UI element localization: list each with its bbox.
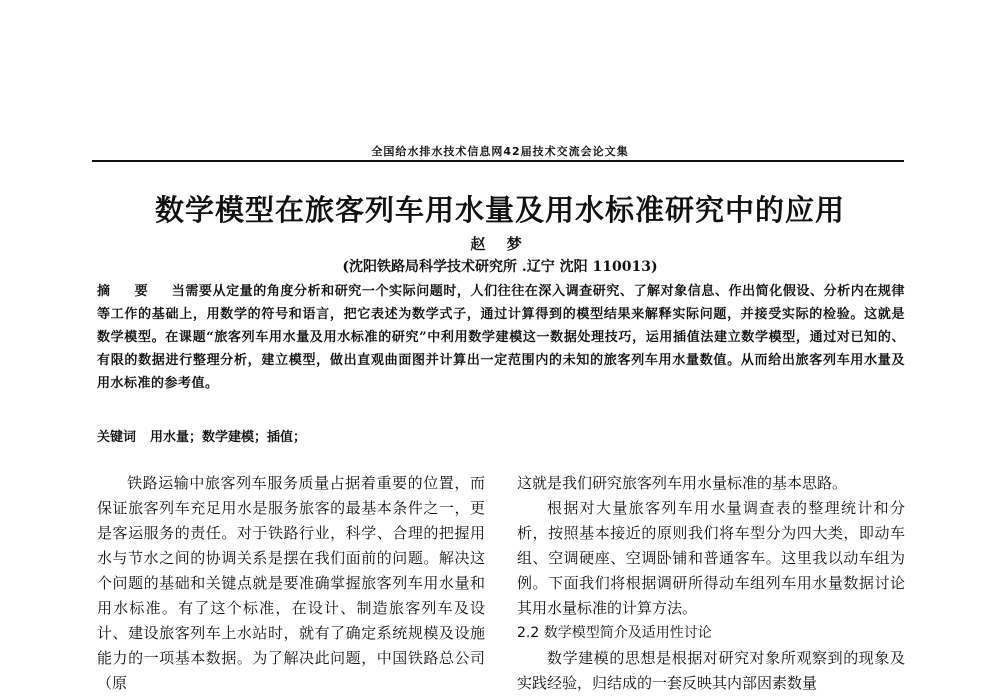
running-head: 全国给水排水技术信息网42届技术交流会论文集 [371, 145, 629, 158]
header-rule [92, 160, 904, 162]
body-paragraph: 铁路运输中旅客列车服务质量占据着重要的位置，而保证旅客列车充足用水是服务旅客的最基本条件之一，更是客运服务的责任。对于铁路行业，科学、合理的把握用水与节水之间的协调关系是摆在我们面前的问题。解决这个问题的基础和关键点就是要准确掌握旅客列车用水量和用水标准。有了这个标准，在设计、制造旅客列车及设计、建设旅客列车上水站时，就有了确定系统规模及设施能力的一项基本数据。为了解决此问题，中国铁路总公司（原 [97, 474, 485, 692]
keywords-text: 用水量；数学建模；插值； [150, 430, 307, 445]
abstract [97, 280, 905, 395]
body-paragraph: 数学建模的思想是根据对研究对象所观察到的现象及实践经验，归结成的一套反映其内部因素数量 [517, 649, 905, 692]
body-paragraph: 这就是我们研究旅客列车用水量标准的基本思路。 [517, 474, 848, 492]
abstract-label: 摘 要 [97, 284, 158, 299]
keywords-label: 关键词 [97, 430, 137, 445]
section-heading: 2.2 数学模型简介及适用性讨论 [517, 625, 712, 641]
paper-title: 数学模型在旅客列车用水量及用水标准研究中的应用 [154, 193, 845, 227]
author-name: 赵 梦 [470, 235, 530, 253]
abstract-text: 当需要从定量的角度分析和研究一个实际问题时，人们往往在深入调查研究、了解对象信息、作出简化假设、分析内在规律等工作的基础上，用数学的符号和语言，把它表述为数学式子，通过计算得到的模型结果来解释实际问题，并接受实际的检验。这就是数学模型。在课题“旅客列车用水量及用水标准的研究”中利用数学建模这一数据处理技巧，运用插值法建立数学模型，通过对已知的、有限的数据进行整理分析，建立模型，做出直观曲面图并计算出一定范围内的未知的旅客列车用水量数值。从而给出旅客列车用水量及用水标准的参考值。 [97, 284, 905, 391]
body-column-right [517, 471, 905, 696]
body-paragraph: 根据对大量旅客列车用水量调查表的整理统计和分析，按照基本接近的原则我们将车型分为四大类，即动车组、空调硬座、空调卧铺和普通客车。这里我以动车组为例。下面我们将根据调研所得动车组列车用水量数据讨论其用水量标准的计算方法。 [517, 499, 905, 617]
keywords [97, 427, 905, 449]
affiliation: (沈阳铁路局科学技术研究所 .辽宁 沈阳 110013) [342, 259, 658, 275]
body-column-left [97, 471, 485, 696]
